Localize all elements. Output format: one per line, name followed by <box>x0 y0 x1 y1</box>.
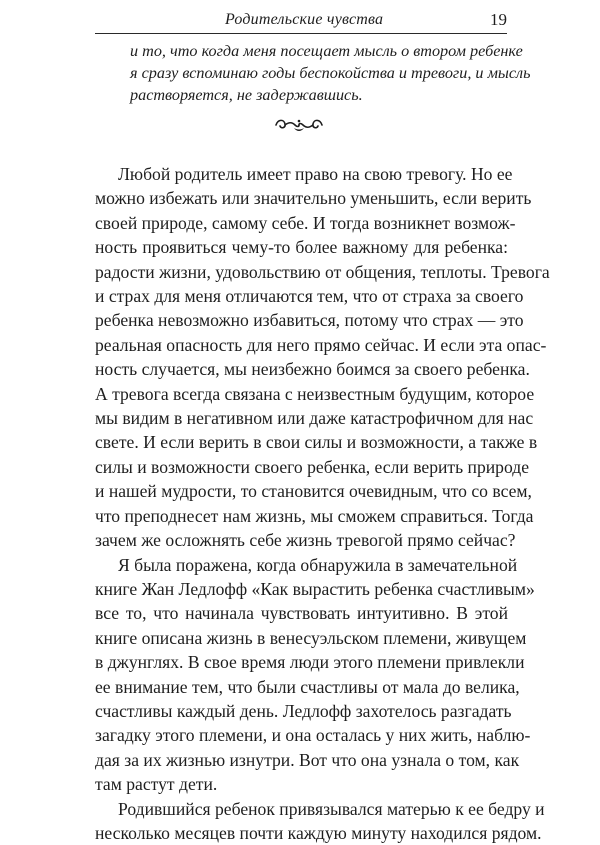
running-title: Родительские чувства <box>225 11 384 28</box>
text-line: счастливы каждый день. Ледлофф захотелось разгадать <box>95 700 512 721</box>
header-rule <box>95 33 507 34</box>
quote-line: растворяется, не задержавшись. <box>130 86 363 104</box>
text-line: в джунглях. В свое время люди этого племени привлекли <box>95 652 525 673</box>
text-line: мы видим в негативном или даже катастрофичном для нас <box>95 408 534 429</box>
running-head <box>95 7 507 35</box>
text-line: книге описана жизнь в венесуэльском племени, живущем <box>95 627 527 648</box>
text-line: загадку этого племени, и она осталась у них жить, наблю- <box>95 725 531 746</box>
text-line: книге Жан Ледлофф «Как вырастить ребенка счастливым» <box>95 578 535 599</box>
text-line: силы и возможности своего ребенка, если верить природе <box>95 456 530 477</box>
text-line: и страх для меня отличаются тем, что от страха за своего <box>95 286 524 307</box>
text-line: Любой родитель имеет право на свою тревогу. Но ее <box>118 164 513 184</box>
text-line: радости жизни, удовольствию от общения, теплоты. Тревога <box>95 261 550 282</box>
text-line: ность проявиться чему-то более важному для ребенка: <box>95 237 508 258</box>
text-line: свете. И если верить в свои силы и возможности, а также в <box>95 432 538 453</box>
text-line: ность случается, мы неизбежно боимся за своего ребенка. <box>95 359 530 380</box>
text-line: там растут дети. <box>95 774 218 795</box>
text-line: дая за их жизнью изнутри. Вот что она узнала о том, как <box>95 749 520 770</box>
text-line: несколько месяцев почти каждую минуту находился рядом. <box>95 822 542 843</box>
text-line: зачем же осложнять себе жизнь тревогой прямо сейчас? <box>95 530 516 551</box>
text-line: А тревога всегда связана с неизвестным будущим, которое <box>95 383 535 404</box>
page-number: 19 <box>490 10 507 29</box>
italic-quote <box>130 40 531 106</box>
text-line: Родившийся ребенок привязывался матерью к ее бедру и <box>118 798 545 819</box>
text-line: и нашей мудрости, то становится очевидным, что со всем, <box>95 481 532 502</box>
text-line: Я была поражена, когда обнаружила в замечательной <box>118 554 518 575</box>
text-line: своей природе, самому себе. И тогда возникнет возмож- <box>95 212 516 233</box>
text-line: ее внимание тем, что были счастливы от мала до велика, <box>95 676 520 697</box>
text-line: что преподнесет нам жизнь, мы сможем справиться. Тогда <box>95 505 534 526</box>
quote-line: я сразу вспоминаю годы беспокойства и тревоги, и мысль <box>130 64 531 82</box>
fleuron-ornament-icon <box>272 116 326 134</box>
text-line: все то, что начинала чувствовать интуитивно. В этой <box>95 603 508 624</box>
text-line: ребенка невозможно избавиться, потому что страх — это <box>95 310 524 331</box>
text-line: можно избежать или значительно уменьшить, если верить <box>95 188 532 209</box>
text-line: реальная опасность для него прямо сейчас. И если эта опас- <box>95 334 547 355</box>
body-text <box>95 162 550 845</box>
quote-line: и то, что когда меня посещает мысль о втором ребенке <box>130 42 523 60</box>
